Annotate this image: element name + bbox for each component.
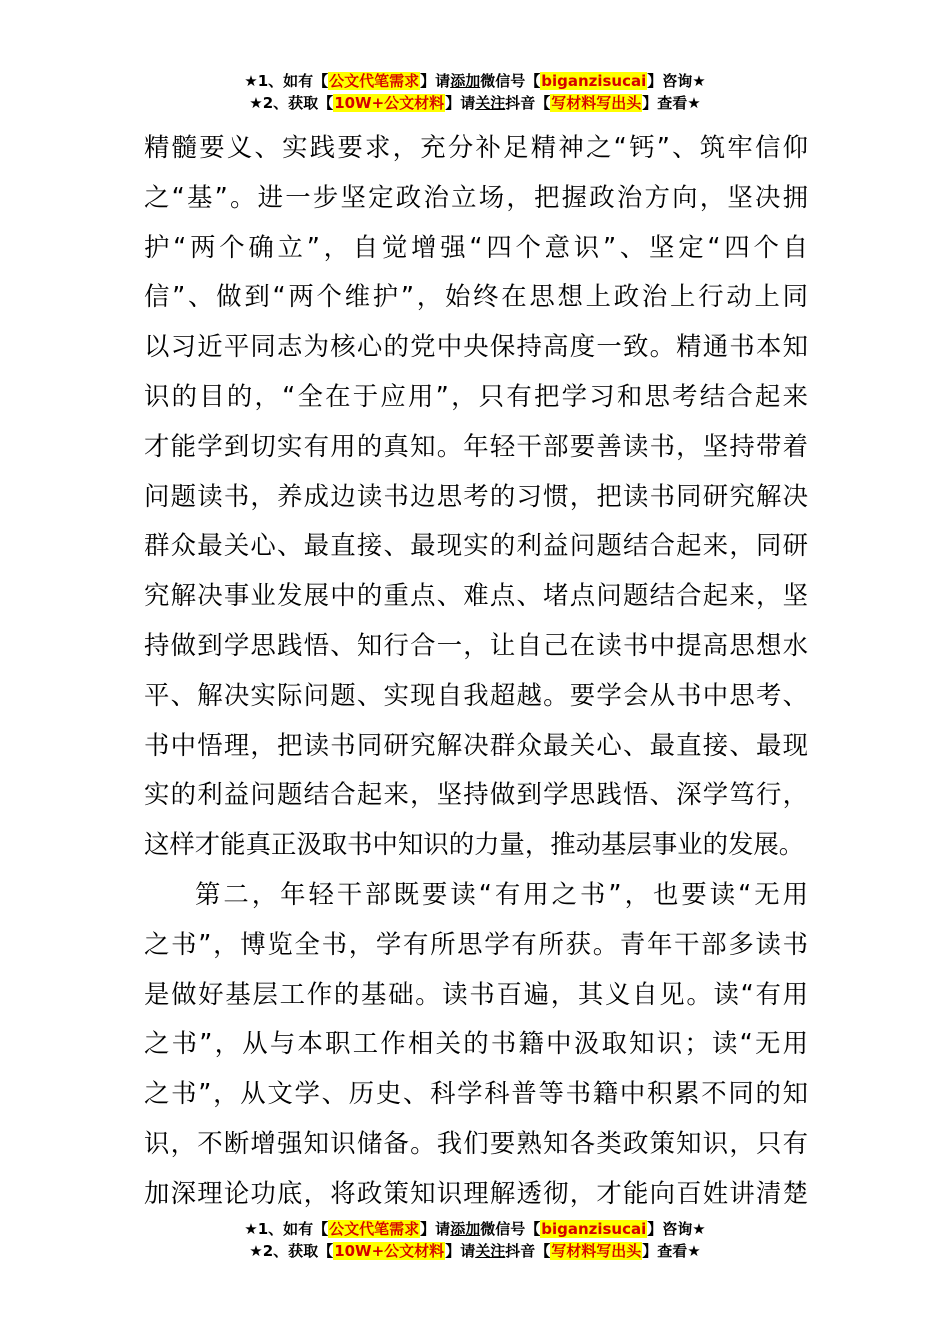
body-line: 之书”，从文学、历史、科学科普等书籍中积累不同的知: [144, 1078, 808, 1109]
highlight-wechat-id: biganzisucai: [541, 1220, 647, 1238]
body-line: 这样才能真正汲取书中知识的力量，推动基层事业的发展。: [144, 829, 805, 860]
body-line: 平、解决实际问题、实现自我超越。要学会从书中思考、: [144, 679, 808, 710]
highlight-ghostwriting: 公文代笔需求: [329, 72, 420, 90]
section-two-first-line: 第二，年轻干部既要读“有用之书”，也要读“无用: [195, 878, 808, 909]
body-line: 精髓要义、实践要求，充分补足精神之“钙”、筑牢信仰: [144, 132, 808, 162]
body-line: 究解决事业发展中的重点、难点、堵点问题结合起来，坚: [144, 580, 808, 611]
body-line: 是做好基层工作的基础。读书百遍，其义自见。读“有用: [144, 978, 808, 1009]
footer-banner: [0, 1218, 950, 1262]
header-banner: [0, 70, 950, 114]
footer-line-2: ★2、获取【10W+公文材料】请关注抖音【写材料写出头】查看★: [249, 1242, 701, 1260]
body-line: 之书”，从与本职工作相关的书籍中汲取知识；读“无用: [144, 1028, 808, 1059]
body-line: 之书”，博览全书，学有所思学有所获。青年干部多读书: [144, 928, 808, 959]
body-line: 加深理论功底，将政策知识理解透彻，才能向百姓讲清楚: [144, 1177, 808, 1208]
highlight-wechat-id: biganzisucai: [541, 72, 647, 90]
document-body: [144, 123, 808, 1219]
highlight-douyin-account: 写材料写出头: [551, 94, 642, 112]
footer-line-1: ★1、如有【公文代笔需求】请添加微信号【biganzisucai】咨询★: [244, 1220, 706, 1238]
body-line: 问题读书，养成边读书边思考的习惯，把读书同研究解决: [144, 480, 808, 511]
header-line-1: ★1、如有【公文代笔需求】请添加微信号【biganzisucai】咨询★: [244, 72, 706, 90]
body-line: 识的目的，“全在于应用”，只有把学习和思考结合起来: [144, 380, 808, 411]
highlight-materials: 10W+公文材料: [334, 1242, 445, 1260]
body-line: 持做到学思践悟、知行合一，让自己在读书中提高思想水: [144, 629, 808, 660]
body-line: 书中悟理，把读书同研究解决群众最关心、最直接、最现: [144, 729, 808, 760]
body-line: 信”、做到“两个维护”，始终在思想上政治上行动上同: [144, 281, 808, 312]
highlight-materials: 10W+公文材料: [334, 94, 445, 112]
header-line-2: ★2、获取【10W+公文材料】请关注抖音【写材料写出头】查看★: [249, 94, 701, 112]
body-line: 护“两个确立”，自觉增强“四个意识”、坚定“四个自: [144, 231, 808, 262]
highlight-ghostwriting: 公文代笔需求: [329, 1220, 420, 1238]
body-line: 之“基”。进一步坚定政治立场，把握政治方向，坚决拥: [144, 181, 808, 212]
body-line: 实的利益问题结合起来，坚持做到学思践悟、深学笃行，: [144, 779, 808, 810]
body-line: 才能学到切实有用的真知。年轻干部要善读书，坚持带着: [144, 430, 808, 461]
highlight-douyin-account: 写材料写出头: [551, 1242, 642, 1260]
body-line: 以习近平同志为核心的党中央保持高度一致。精通书本知: [144, 331, 808, 362]
body-line: 群众最关心、最直接、最现实的利益问题结合起来，同研: [144, 530, 808, 561]
body-line: 识，不断增强知识储备。我们要熟知各类政策知识，只有: [144, 1127, 808, 1158]
